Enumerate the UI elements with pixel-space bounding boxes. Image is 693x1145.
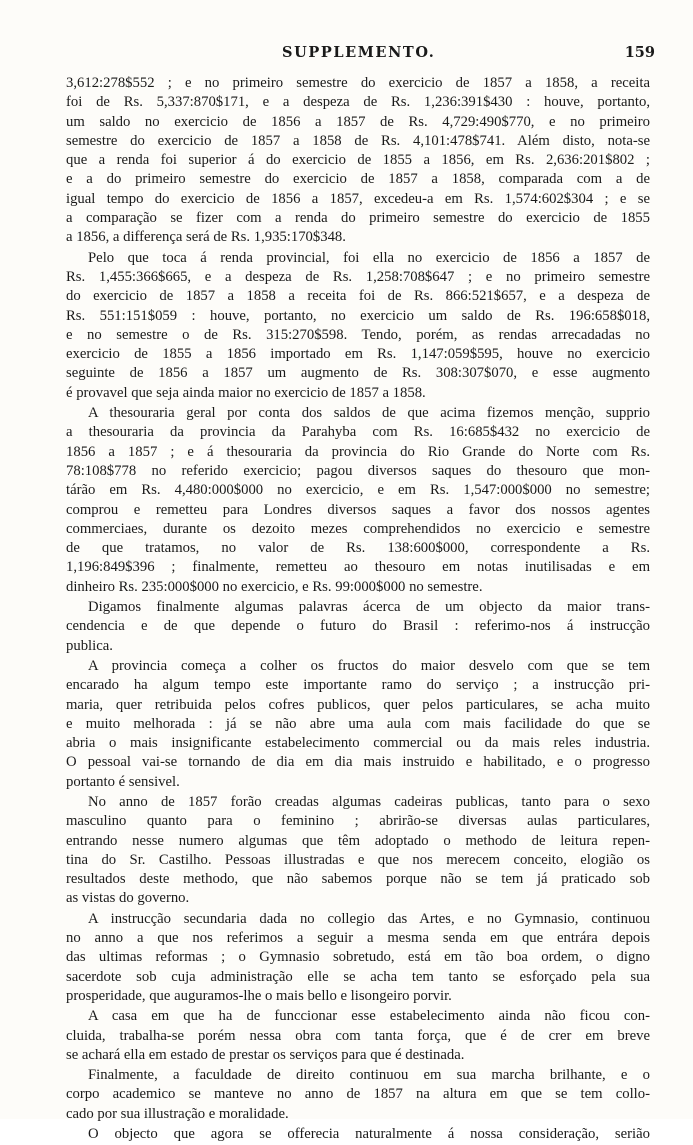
text-line: portanto é sensivel. — [66, 773, 180, 790]
text-line: tárão em Rs. 4,480:000$000 no exercicio, e em Rs. 1,547:000$000 no semestre; — [66, 482, 650, 499]
text-line: prosperidade, que auguramos-lhe o mais bello e lisongeiro porvir. — [66, 987, 452, 1004]
text-line: Digamos finalmente algumas palavras ácerca de um objecto da maior trans- — [88, 599, 650, 616]
text-line: commerciaes, durante os dezoito mezes comprehendidos no exercicio e semestre — [66, 520, 650, 537]
text-line: masculino quanto para o feminino ; abrirão-se diversas aulas particulares, — [66, 813, 650, 830]
text-line: 78:108$778 no referido exercicio; pagou diversos saques do thesouro que mon- — [66, 462, 650, 479]
body-text — [66, 74, 650, 1145]
paragraph — [66, 404, 650, 597]
page-number: 159 — [624, 44, 655, 61]
text-line: entrando nesse numero algumas que têm adoptado o methodo de leitura repen- — [66, 832, 650, 849]
text-line: 3,612:278$552 ; e no primeiro semestre do exercicio de 1857 a 1858, a receita — [66, 75, 650, 91]
running-title: SUPPLEMENTO. — [282, 44, 436, 61]
text-line: A provincia começa a colher os fructos do maior desvelo com que se tem — [88, 657, 650, 674]
text-line: 1856 a 1857 ; e á thesouraria da provincia do Rio Grande do Norte com Rs. — [66, 443, 650, 460]
paragraph — [66, 598, 650, 656]
text-line: A thesouraria geral por conta dos saldos de que acima fizemos menção, supprio — [88, 405, 650, 422]
text-line: semestre do exercicio de 1857 a 1858 de Rs. 4,101:478$741. Além disto, nota-se — [66, 132, 650, 149]
text-line: cendencia e de que depende o futuro do Brasil : referimo-nos á instrucção — [66, 618, 650, 635]
text-line: Rs. 1,455:366$665, e a despeza de Rs. 1,258:708$647 ; e no primeiro semestre — [66, 268, 650, 285]
text-line: a comparação se fizer com a renda do primeiro semestre do exercicio de 1855 — [66, 210, 650, 227]
text-line: foi de Rs. 5,337:870$171, e a despeza de Rs. 1,236:391$430 : houve, portanto, — [66, 94, 650, 111]
text-line: igual tempo do exercicio de 1856 a 1857, excedeu-a em Rs. 1,574:602$304 ; e se — [66, 190, 650, 207]
text-line: exercicio de 1855 a 1856 importado em Rs. 1,147:059$595, houve no exercicio — [66, 346, 650, 363]
paragraph — [66, 249, 650, 403]
text-line: se achará ella em estado de prestar os serviços para que é destinada. — [66, 1046, 465, 1063]
text-line: A casa em que ha de funccionar esse estabelecimento ainda não ficou con- — [88, 1008, 650, 1025]
text-line: e a do primeiro semestre do exercicio de 1857 a 1858, comparada com a de — [66, 171, 650, 188]
text-line: Pelo que toca á renda provincial, foi ella no exercicio de 1856 a 1857 de — [88, 249, 650, 266]
text-line: O pessoal vai-se tornando de dia em dia mais instruido e habilitado, e o progresso — [66, 754, 650, 771]
text-line: a 1856, a differença será de Rs. 1,935:170$348. — [66, 229, 346, 246]
text-line: do exercicio de 1857 a 1858 a receita foi de Rs. 866:521$657, e a despeza de — [66, 288, 650, 305]
text-line: e muito melhorada : já se não abre uma aula com mais facilidade do que se — [66, 715, 650, 732]
text-line: que a renda foi superior á do exercicio de 1855 a 1856, em Rs. 2,636:201$802 ; — [66, 152, 650, 169]
paragraph — [66, 910, 650, 1006]
paragraph — [66, 1125, 650, 1144]
text-line: abria o mais insignificante estabelecimento commercial ou da mais reles industria. — [66, 735, 650, 752]
text-line: a thesouraria da provincia da Parahyba com Rs. 16:685$432 no exercicio de — [66, 424, 650, 441]
text-line: um saldo no exercicio de 1856 a 1857 de Rs. 4,729:490$770, e no primeiro — [66, 113, 650, 130]
text-line: as vistas do governo. — [66, 890, 190, 907]
text-line: e no semestre o de Rs. 315:270$598. Tendo, porém, as rendas arrecadadas no — [66, 326, 650, 343]
text-line: sacerdote sob cuja administração elle se acha tem tanto se esforçado pela sua — [66, 968, 650, 985]
paragraph — [66, 1066, 650, 1124]
text-line: cado por sua illustração e moralidade. — [66, 1105, 289, 1122]
text-line: das ultimas reformas ; o Gymnasio sobretudo, está em tão boa ordem, o digno — [66, 949, 650, 966]
text-line: No anno de 1857 forão creadas algumas cadeiras publicas, tanto para o sexo — [88, 793, 650, 810]
paragraph — [66, 74, 650, 248]
page-header — [72, 44, 655, 66]
text-line: de que tratamos, no valor de Rs. 138:600$000, correspondente a Rs. — [66, 540, 650, 557]
text-line: 1,196:849$396 ; finalmente, remetteu ao thesouro em notas inutilisadas e em — [66, 559, 650, 576]
text-line: comprou e remetteu para Londres diversos saques a favor dos nossos agentes — [66, 501, 650, 518]
text-line: seguinte de 1856 a 1857 um augmento de Rs. 308:307$070, e esse augmento — [66, 365, 650, 382]
text-line: encarado ha algum tempo este importante ramo do serviço ; a instrucção pri- — [66, 677, 650, 694]
text-line: corpo academico se manteve no anno de 1857 na altura em que se tem collo- — [66, 1086, 650, 1103]
text-line: O objecto que agora se offerecia naturalmente á nossa consideração, serião — [88, 1126, 650, 1143]
text-line: dinheiro Rs. 235:000$000 no exercicio, e Rs. 99:000$000 no semestre. — [66, 578, 483, 595]
text-line: cluida, trabalha-se porém nessa obra com tanta força, que é de crer em breve — [66, 1027, 650, 1044]
text-line: resultados deste methodo, que não sabemos porque não se tem já praticado sob — [66, 871, 650, 888]
text-line: maria, quer retribuida pelos cofres publicos, quer pelos particulares, se acha muito — [66, 696, 650, 713]
text-line: é provavel que seja ainda maior no exercicio de 1857 a 1858. — [66, 384, 426, 401]
text-line: Finalmente, a faculdade de direito continuou em sua marcha brilhante, e o — [88, 1067, 650, 1084]
text-line: publica. — [66, 637, 113, 654]
paragraph — [66, 793, 650, 909]
text-line: tina do Sr. Castilho. Pessoas illustradas e que nos merecem conceito, elogião os — [66, 851, 650, 868]
text-line: A instrucção secundaria dada no collegio das Artes, e no Gymnasio, continuou — [88, 910, 650, 927]
text-line: no anno a que nos referimos a seguir a mesma senda em que entrára depois — [66, 930, 650, 947]
paragraph — [66, 657, 650, 792]
paragraph — [66, 1007, 650, 1065]
text-line: Rs. 551:151$059 : houve, portanto, no exercicio um saldo de Rs. 196:658$018, — [66, 307, 650, 324]
